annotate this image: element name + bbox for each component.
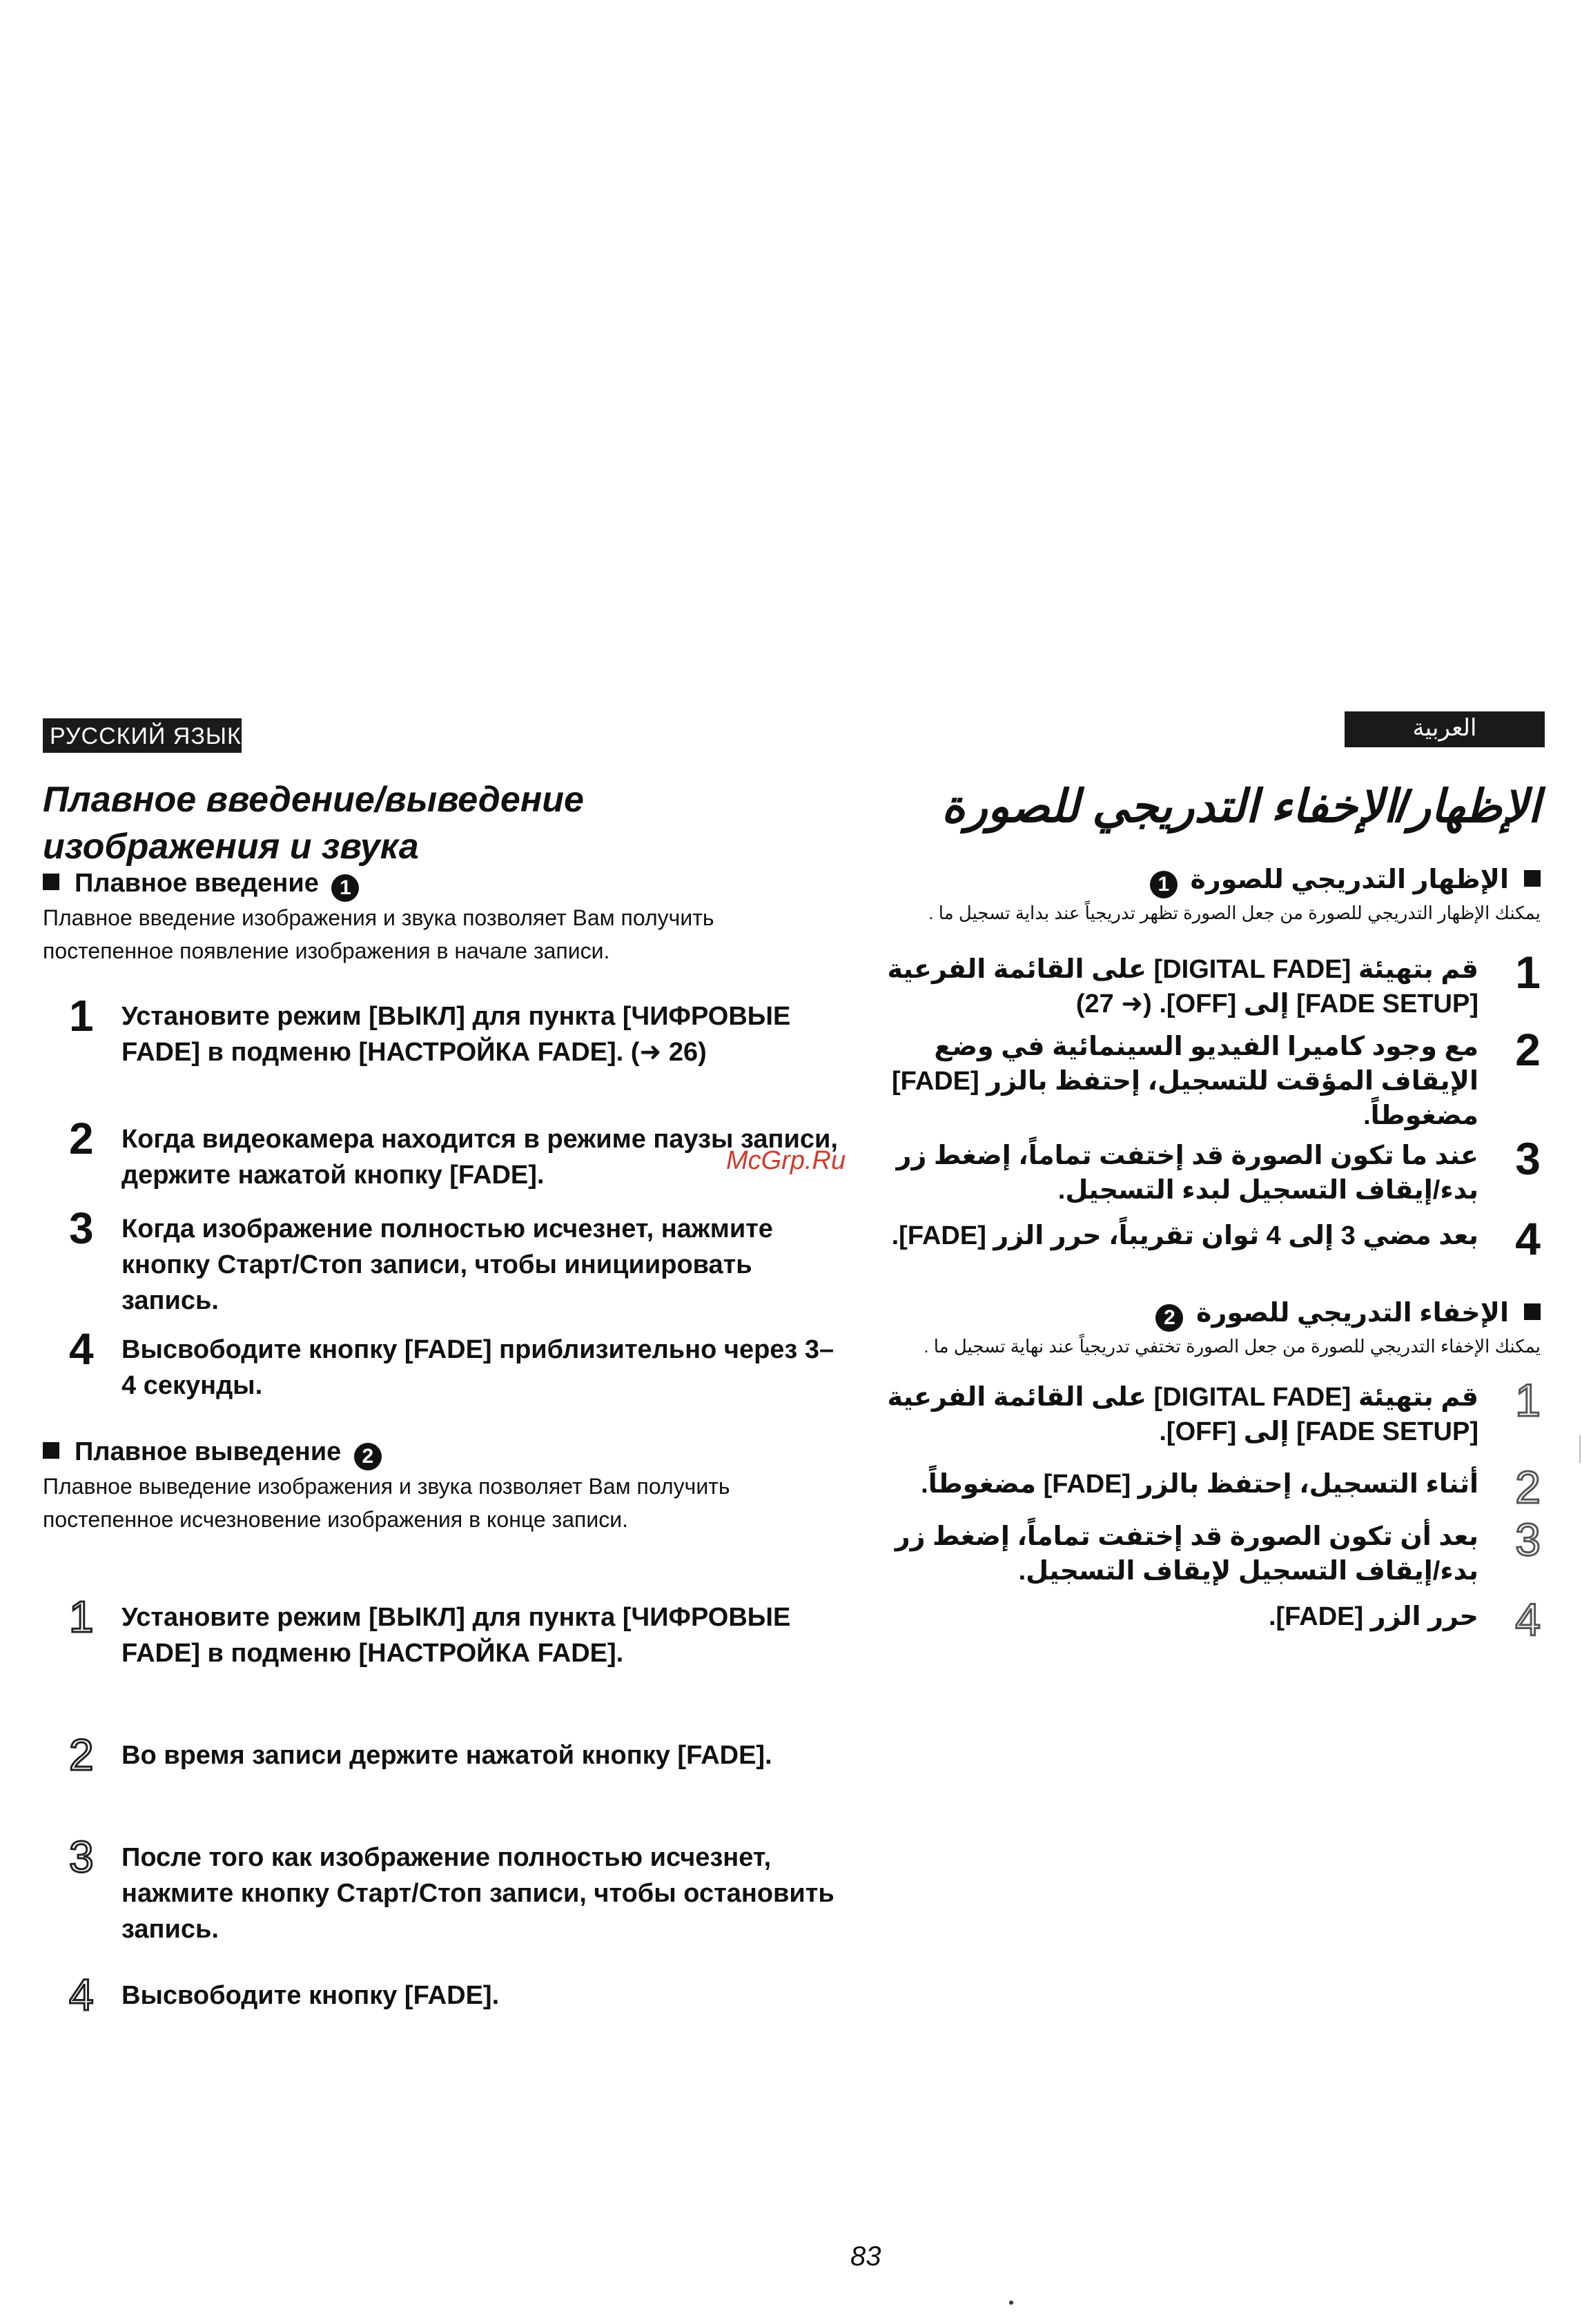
step-text: Высвободите кнопку [FADE] приблизительно через 3–4 секунды.	[121, 1335, 834, 1400]
step-number: 4	[1515, 1213, 1541, 1264]
watermark: McGrp.Ru	[726, 1146, 846, 1175]
step-number: 1	[1515, 1375, 1541, 1426]
step-text: مع وجود كاميرا الفيديو السينمائية في وضع الإيقاف المؤقت للتسجيل، إحتفظ بالزر [FADE] مضغوطاً.	[891, 1032, 1478, 1130]
step-number: 1	[69, 991, 94, 1041]
intro-fade-in-ru: Плавное введение изображения и звука позволяет Вам получить постепенное появление изображения в начале записи.	[43, 905, 714, 963]
step-text: قم بتهيئة [DIGITAL FADE] على القائمة الفرعية [FADE SETUP] إلى [OFF]. (➜ 27)	[887, 955, 1478, 1018]
step-text: После того как изображение полностью исчезнет, нажмите кнопку Старт/Стоп записи, чтобы остановить запись.	[121, 1843, 834, 1944]
language-tag-russian: РУССКИЙ ЯЗЫК	[43, 718, 242, 753]
language-tag-arabic: العربية	[1345, 711, 1545, 747]
step-text: Когда видеокамера находится в режиме паузы записи, держите нажатой кнопку [FADE].	[121, 1125, 838, 1190]
subheading-label: الإظهار التدريجي للصورة	[1190, 865, 1509, 894]
page-title-russian: Плавное введение/выведение изображения и звука	[43, 780, 584, 867]
step-number: 2	[69, 1730, 94, 1780]
step-text: بعد أن تكون الصورة قد إختفت تماماً، إضغط زر بدء/إيقاف التسجيل لإيقاف التسجيل.	[895, 1522, 1478, 1586]
subheading-fade-out-ru	[43, 1437, 382, 1470]
subheading-fade-in-ar	[850, 864, 1541, 898]
subheading-fade-in-ru	[43, 868, 359, 902]
step-text: Во время записи держите нажатой кнопку [FADE].	[121, 1741, 772, 1770]
scan-speck	[1009, 2301, 1013, 2305]
circled-number-icon: 2	[354, 1443, 382, 1470]
step-text: بعد مضي 3 إلى 4 ثوان تقريباً، حرر الزر [FADE].	[891, 1221, 1478, 1250]
step-number: 1	[1515, 947, 1541, 998]
subheading-label: الإخفاء التدريجي للصورة	[1196, 1299, 1509, 1328]
step-number: 4	[1515, 1594, 1541, 1645]
step-text: حرر الزر [FADE].	[1268, 1602, 1478, 1631]
step-text: Установите режим [ВЫКЛ] для пункта [ЧИФРОВЫЕ FADE] в подменю [НАСТРОЙКА FADE]. (➜ 26)	[121, 1002, 791, 1067]
page-title-arabic: الإظهار/الإخفاء التدريجي للصورة	[941, 780, 1541, 831]
subheading-label: Плавное введение	[75, 869, 319, 898]
step-text: أثناء التسجيل، إحتفظ بالزر [FADE] مضغوطاً.	[921, 1470, 1478, 1499]
intro-fade-out-ar: يمكنك الإخفاء التدريجي للصورة من جعل الصورة تختفي تدريجياً عند نهاية تسجيل ما .	[924, 1336, 1541, 1357]
step-number: 2	[1515, 1024, 1541, 1075]
circled-number-icon: 2	[1155, 1304, 1183, 1332]
subheading-fade-out-ar	[850, 1297, 1541, 1332]
intro-fade-out-ru: Плавное выведение изображения и звука позволяет Вам получить постепенное исчезновение изображения в конце записи.	[43, 1474, 730, 1532]
subheading-label: Плавное выведение	[75, 1437, 342, 1466]
square-bullet-icon	[43, 874, 59, 890]
step-text: Установите режим [ВЫКЛ] для пункта [ЧИФРОВЫЕ FADE] в подменю [НАСТРОЙКА FADE].	[121, 1603, 791, 1668]
step-text: Когда изображение полностью исчезнет, нажмите кнопку Старт/Стоп записи, чтобы инициировать запись.	[121, 1214, 773, 1315]
step-text: قم بتهيئة [DIGITAL FADE] على القائمة الفرعية [FADE SETUP] إلى [OFF].	[887, 1383, 1478, 1446]
scan-edge-mark	[1579, 1435, 1581, 1463]
step-number: 2	[69, 1114, 94, 1163]
step-number: 3	[1515, 1514, 1541, 1565]
step-text: عند ما تكون الصورة قد إختفت تماماً، إضغط زر بدء/إيقاف التسجيل لبدء التسجيل.	[896, 1141, 1478, 1205]
intro-fade-in-ar: يمكنك الإظهار التدريجي للصورة من جعل الصورة تظهر تدريجياً عند بداية تسجيل ما .	[928, 903, 1541, 923]
circled-number-icon: 1	[331, 874, 359, 902]
square-bullet-icon	[43, 1442, 59, 1459]
square-bullet-icon	[1524, 870, 1541, 887]
step-number: 2	[1515, 1461, 1541, 1513]
circled-number-icon: 1	[1150, 871, 1178, 898]
step-number: 1	[69, 1592, 94, 1642]
step-number: 3	[1515, 1133, 1541, 1184]
step-number: 4	[69, 1324, 94, 1374]
step-text: Высвободите кнопку [FADE].	[121, 1981, 500, 2010]
step-number: 3	[69, 1203, 94, 1253]
step-number: 3	[69, 1832, 94, 1882]
step-number: 4	[69, 1970, 94, 2020]
page-number: 83	[850, 2241, 881, 2272]
square-bullet-icon	[1524, 1303, 1541, 1320]
